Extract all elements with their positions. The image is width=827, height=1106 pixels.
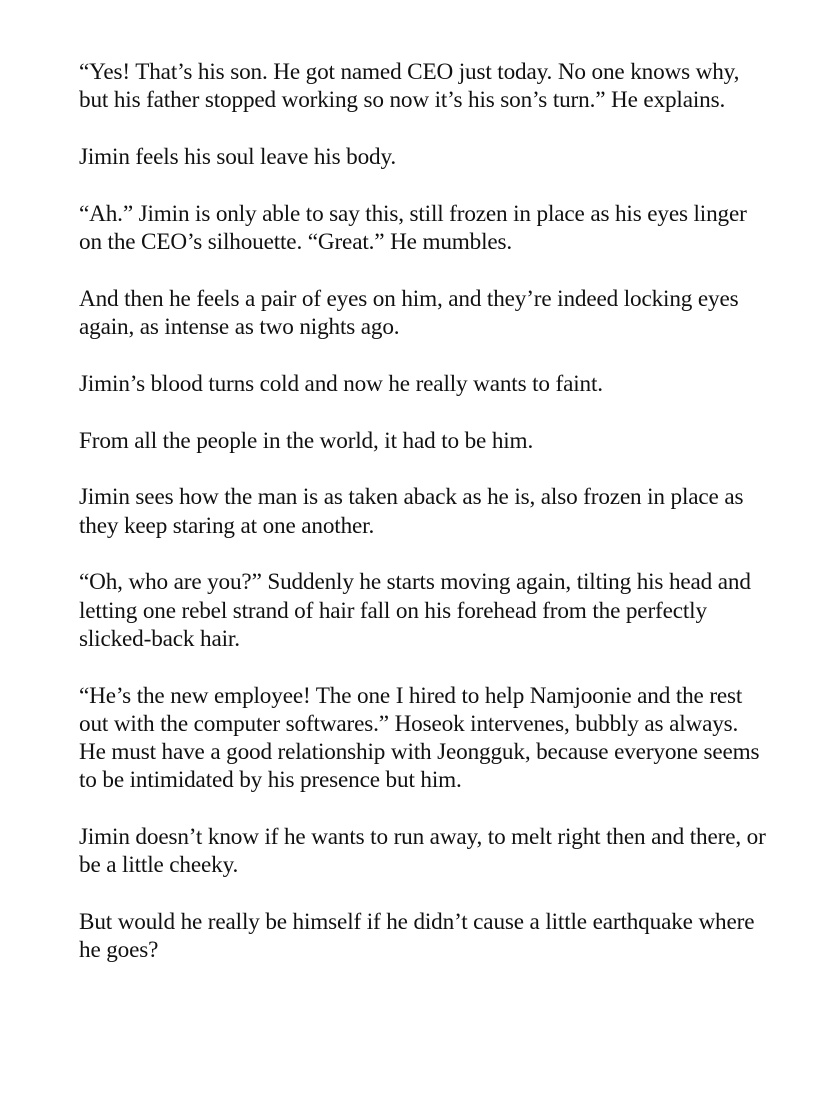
paragraph-5: Jimin’s blood turns cold and now he really wants to faint. xyxy=(79,370,603,397)
paragraph-4: And then he feels a pair of eyes on him, and they’re indeed locking eyes again, as intense as two nights ago. xyxy=(79,285,739,340)
paragraph-8: “Oh, who are you?” Suddenly he starts moving again, tilting his head and letting one rebel strand of hair fall on his forehead from the perfectly slicked-back hair. xyxy=(79,569,751,652)
paragraph-9: “He’s the new employee! The one I hired to help Namjoonie and the rest out with the computer softwares.” Hoseok intervenes, bubbly as always. He must have a good relationship with Jeongguk, because everyone seems to be intimidated by his presence but him. xyxy=(79,682,760,794)
paragraph-3: “Ah.” Jimin is only able to say this, still frozen in place as his eyes linger on the CEO’s silhouette. “Great.” He mumbles. xyxy=(79,200,747,255)
story-text xyxy=(79,58,769,964)
paragraph-7: Jimin sees how the man is as taken aback as he is, also frozen in place as they keep staring at one another. xyxy=(79,484,744,539)
paragraph-11: But would he really be himself if he didn’t cause a little earthquake where he goes? xyxy=(79,909,755,964)
paragraph-10: Jimin doesn’t know if he wants to run away, to melt right then and there, or be a little cheeky. xyxy=(79,824,766,879)
paragraph-1: “Yes! That’s his son. He got named CEO just today. No one knows why, but his father stopped working so now it’s his son’s turn.” He explains. xyxy=(79,59,740,114)
paragraph-6: From all the people in the world, it had to be him. xyxy=(79,427,534,454)
paragraph-2: Jimin feels his soul leave his body. xyxy=(79,144,397,170)
